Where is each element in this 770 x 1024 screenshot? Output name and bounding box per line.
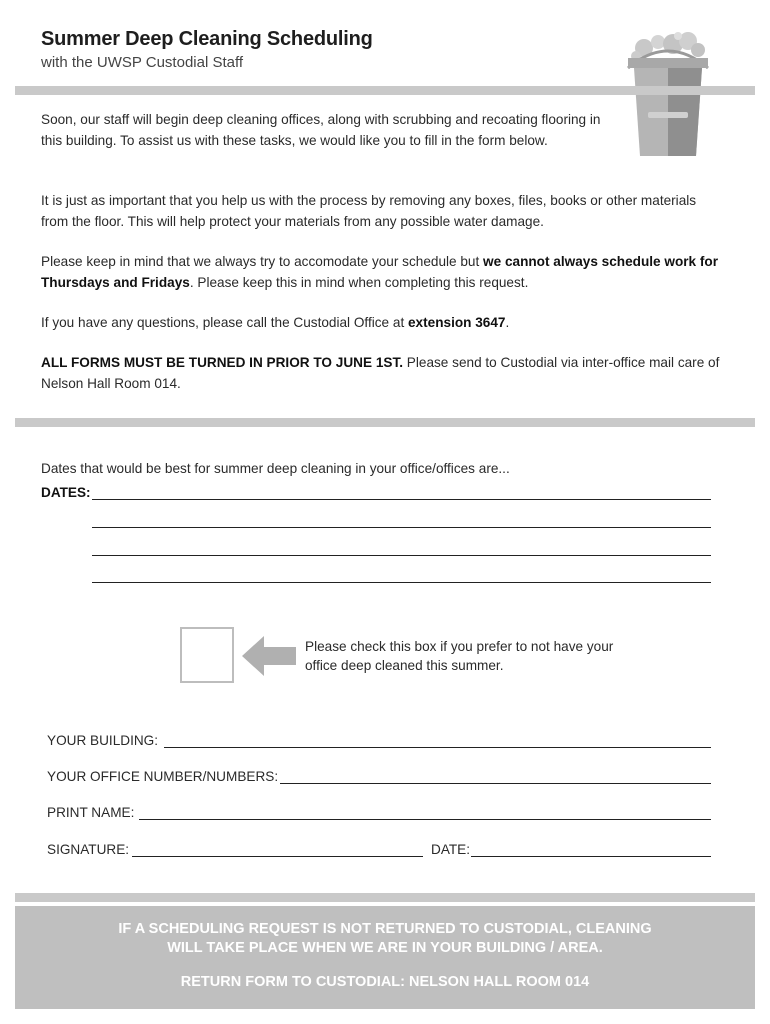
dates-line-4[interactable] <box>92 582 711 583</box>
building-label: YOUR BUILDING: <box>47 733 159 748</box>
section-divider <box>15 418 755 427</box>
signature-field[interactable] <box>132 856 423 857</box>
opt-out-checkbox[interactable] <box>180 627 234 683</box>
footer-line-3: RETURN FORM TO CUSTODIAL: NELSON HALL ROOM 014 <box>180 974 590 990</box>
page-subtitle: with the UWSP Custodial Staff <box>41 54 244 71</box>
intro-paragraph-2: It is just as important that you help us with the process by removing any boxes, files, books or other materials from the floor. This will help protect your materials from any possible water damage. <box>41 193 697 229</box>
arrow-left-icon <box>242 636 296 676</box>
dates-prompt: Dates that would be best for summer deep cleaning in your office/offices are... <box>41 461 510 476</box>
footer-divider <box>15 893 755 902</box>
intro-paragraph-1: Soon, our staff will begin deep cleaning offices, along with scrubbing and recoating flooring in this building. To assist us with these tasks, we would like you to fill in the form below. <box>41 112 601 148</box>
office-number-field[interactable] <box>280 783 711 784</box>
office-number-label: YOUR OFFICE NUMBER/NUMBERS: <box>47 769 279 784</box>
signature-label: SIGNATURE: <box>47 842 130 857</box>
footer-line-2: WILL TAKE PLACE WHEN WE ARE IN YOUR BUILDING / AREA. <box>167 940 603 956</box>
dates-label: DATES: <box>41 485 91 500</box>
print-name-label: PRINT NAME: <box>47 805 135 820</box>
intro-paragraph-4: If you have any questions, please call the Custodial Office at extension 3647. <box>41 315 510 330</box>
header-divider <box>15 86 755 95</box>
intro-paragraph-3: Please keep in mind that we always try to accomodate your schedule but we cannot always schedule work for Thursdays and Fridays. Please keep this in mind when completing this request. <box>41 254 718 290</box>
intro-paragraph-5: ALL FORMS MUST BE TURNED IN PRIOR TO JUNE 1ST. Please send to Custodial via inter-office mail care of Nelson Hall Room 014. <box>41 355 720 391</box>
opt-out-text: Please check this box if you prefer to not have your office deep cleaned this summer. <box>305 639 614 673</box>
dates-line-2[interactable] <box>92 527 711 528</box>
dates-line-1[interactable] <box>92 499 711 500</box>
date-label: DATE: <box>431 842 471 857</box>
footer-line-1: IF A SCHEDULING REQUEST IS NOT RETURNED TO CUSTODIAL, CLEANING <box>118 921 652 937</box>
building-field[interactable] <box>164 747 711 748</box>
dates-line-3[interactable] <box>92 555 711 556</box>
footer-notice <box>15 906 755 1009</box>
page-title: Summer Deep Cleaning Scheduling <box>41 28 373 50</box>
date-field[interactable] <box>471 856 711 857</box>
print-name-field[interactable] <box>139 819 711 820</box>
